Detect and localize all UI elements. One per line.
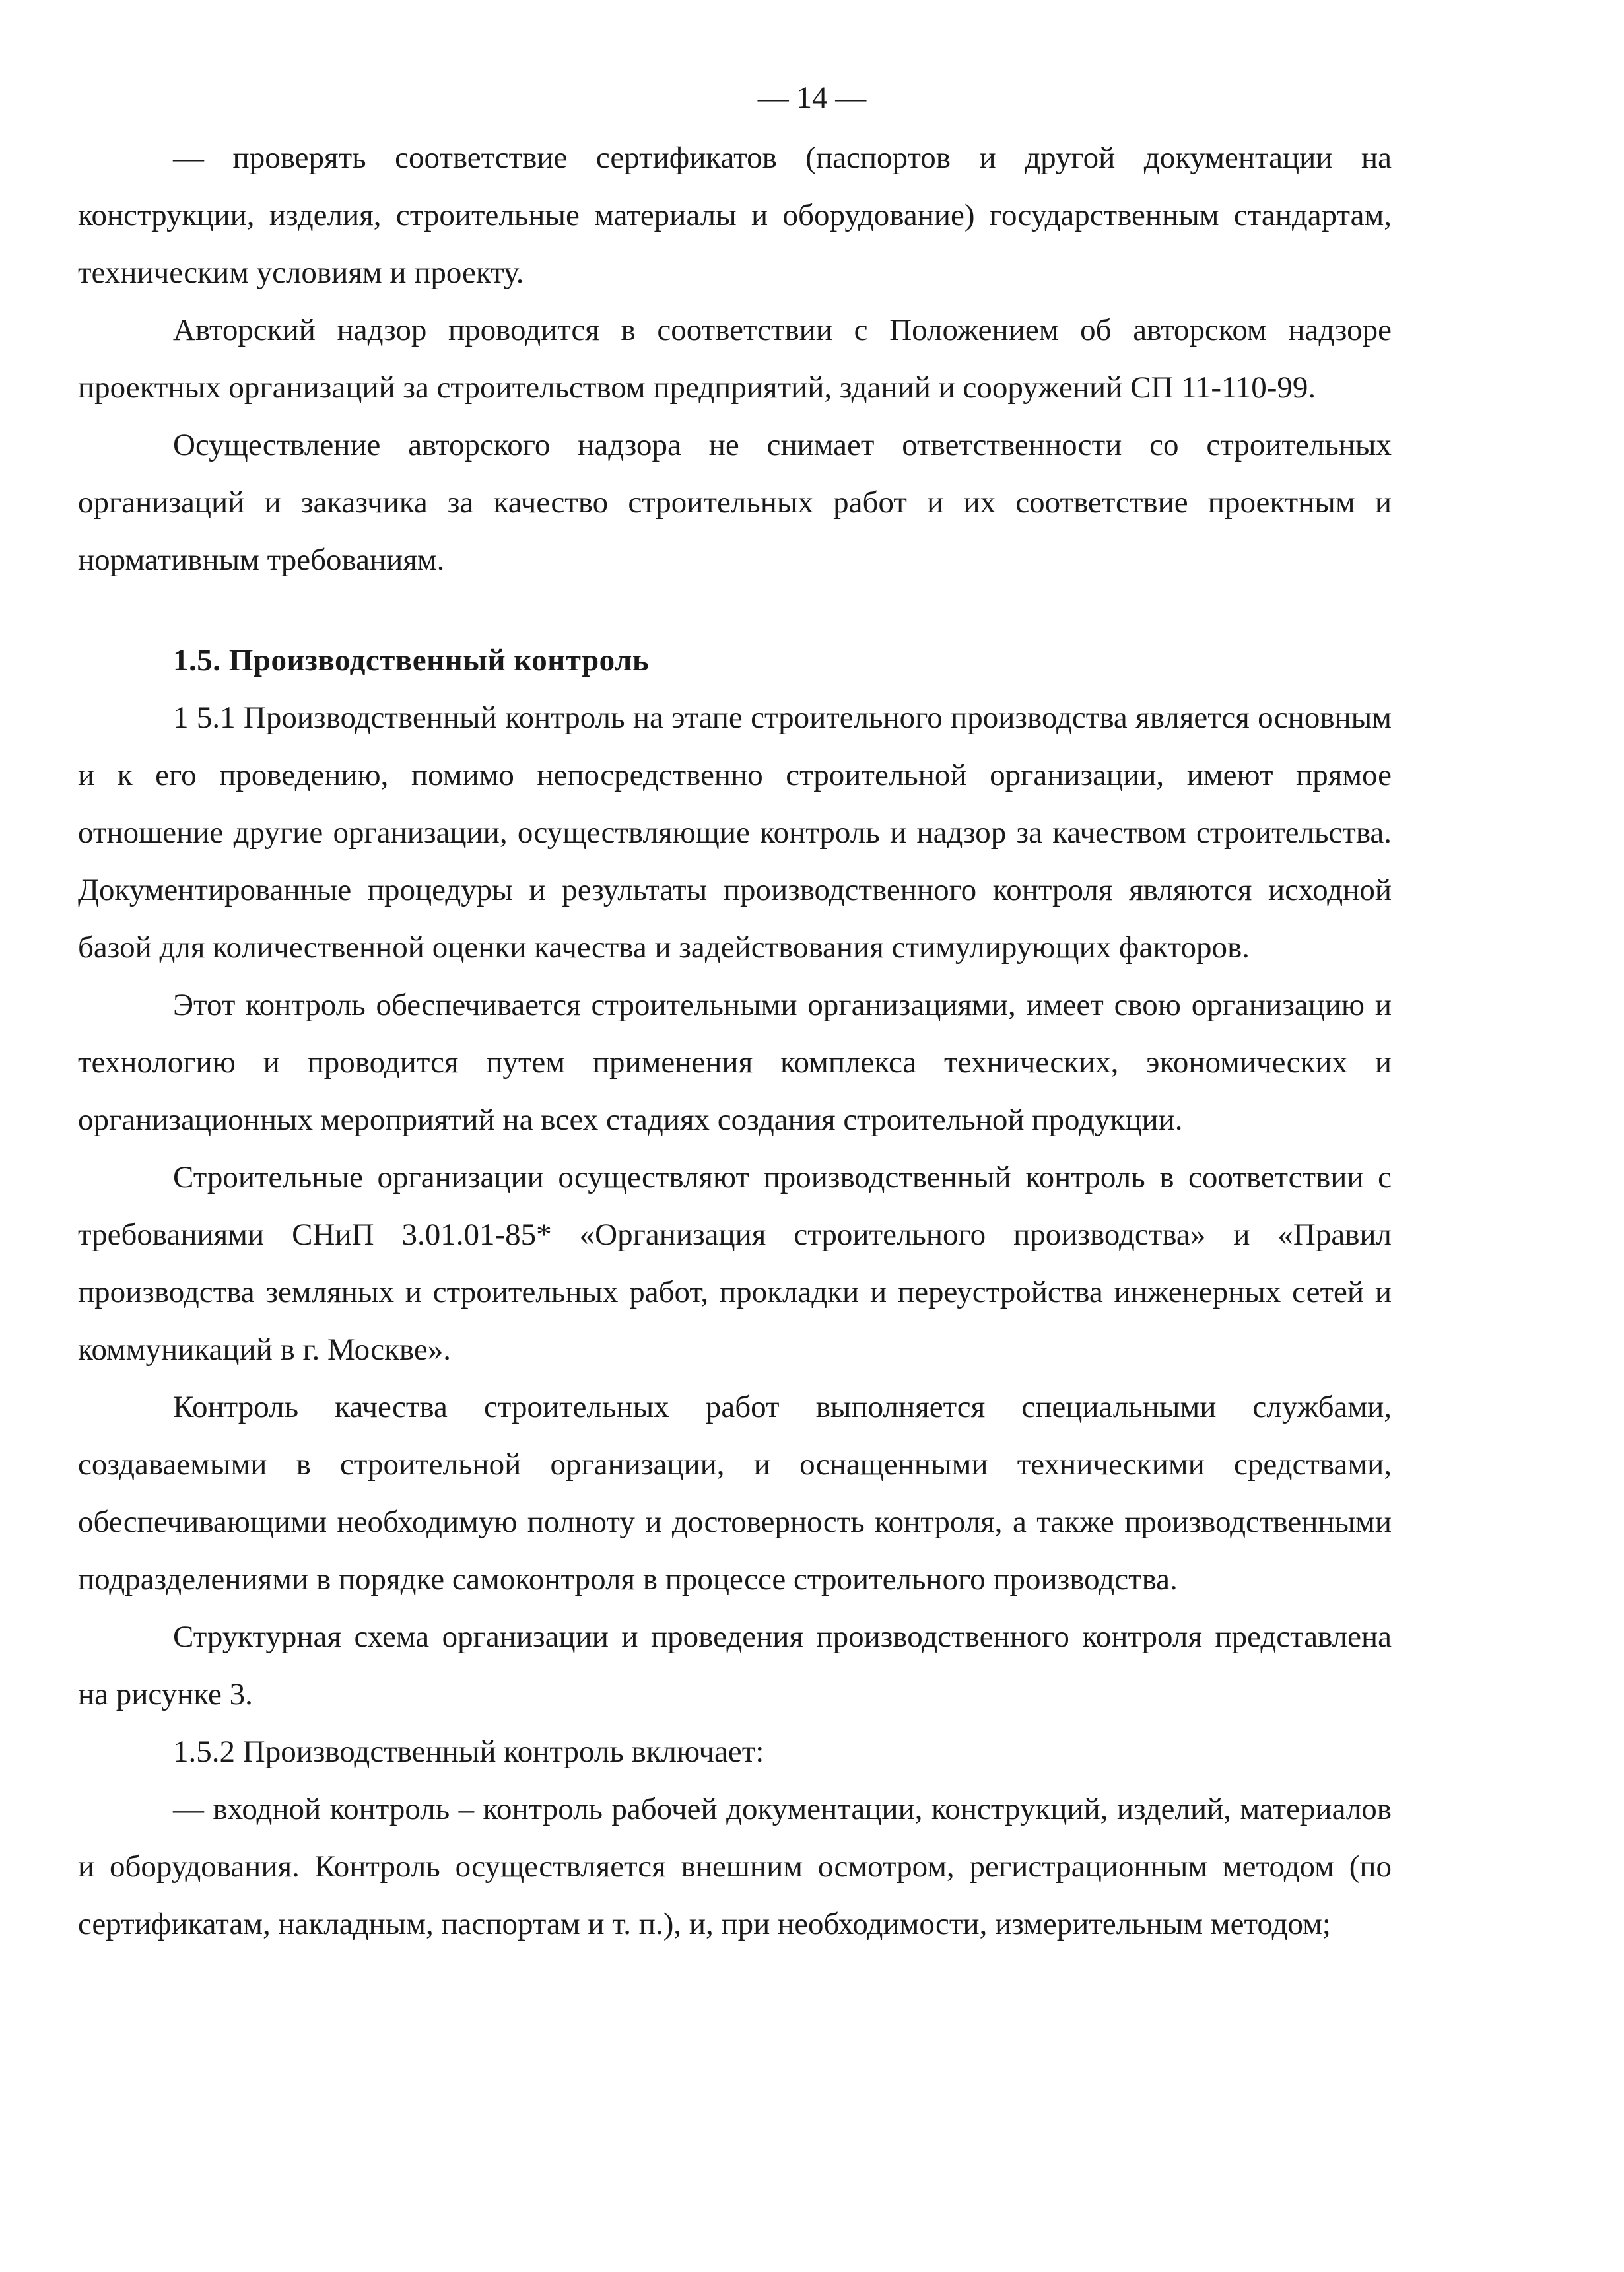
section-heading: 1.5. Производственный контроль [173,643,650,677]
paragraph-author-supervision: Авторский надзор проводится в соответствии с Положением об авторском надзоре проектных организаций за строительством предприятий, зданий и сооружений СП 11-110-99. [78,313,1392,405]
paragraph-1-5-2: 1.5.2 Производственный контроль включает: [173,1735,764,1769]
paragraph-snip-requirements: Строительные организации осуществляют производственный контроль в соответствии с требованиями СНиП 3.01.01-85* «Организация строительного производства» и «Правил производства земляных и строительных работ, прокладки и переустройства инженерных сетей и коммуникаций в г. Москве». [78,1160,1392,1367]
paragraph-1-5-1: 1 5.1 Производственный контроль на этапе строительного производства является основным и к его проведению, помимо непосредственно строительной организации, имеют прямое отношение другие организации, осуществляющие контроль и надзор за качеством строительства. Документированные процедуры и результаты производственного контроля являются исходной базой для количественной оценки качества и задействования стимулирующих факторов. [78,701,1392,965]
paragraph-quality-control: Контроль качества строительных работ выполняется специальными службами, создаваемыми в строительной организации, и оснащенными техническими средствами, обеспечивающими необходимую полноту и достоверность контроля, а также производственными подразделениями в порядке самоконтроля в процессе строительного производства. [78,1390,1392,1597]
paragraph-certificates-check: — проверять соответствие сертификатов (паспортов и другой документации на конструкции, изделия, строительные материалы и оборудование) государственным стандартам, техническим условиям и проекту. [78,141,1392,290]
paragraph-control-provision: Этот контроль обеспечивается строительными организациями, имеет свою организацию и технологию и проводится путем применения комплекса технических, экономических и организационных мероприятий на всех стадиях создания строительной продукции. [78,988,1392,1137]
page-number: — 14 — [757,81,867,115]
paragraph-input-control: — входной контроль – контроль рабочей документации, конструкций, изделий, материалов и оборудования. Контроль осуществляется внешним осмотром, регистрационным методом (по сертификатам, накладным, паспортам и т. п.), и, при необходимости, измерительным методом; [78,1792,1392,1941]
paragraph-structural-scheme: Структурная схема организации и проведения производственного контроля представлена на рисунке 3. [78,1620,1392,1711]
paragraph-supervision-responsibility: Осуществление авторского надзора не снимает ответственности со строительных организаций и заказчика за качество строительных работ и их соответствие проектным и нормативным требованиям. [78,428,1392,577]
document-body [78,129,1392,1953]
